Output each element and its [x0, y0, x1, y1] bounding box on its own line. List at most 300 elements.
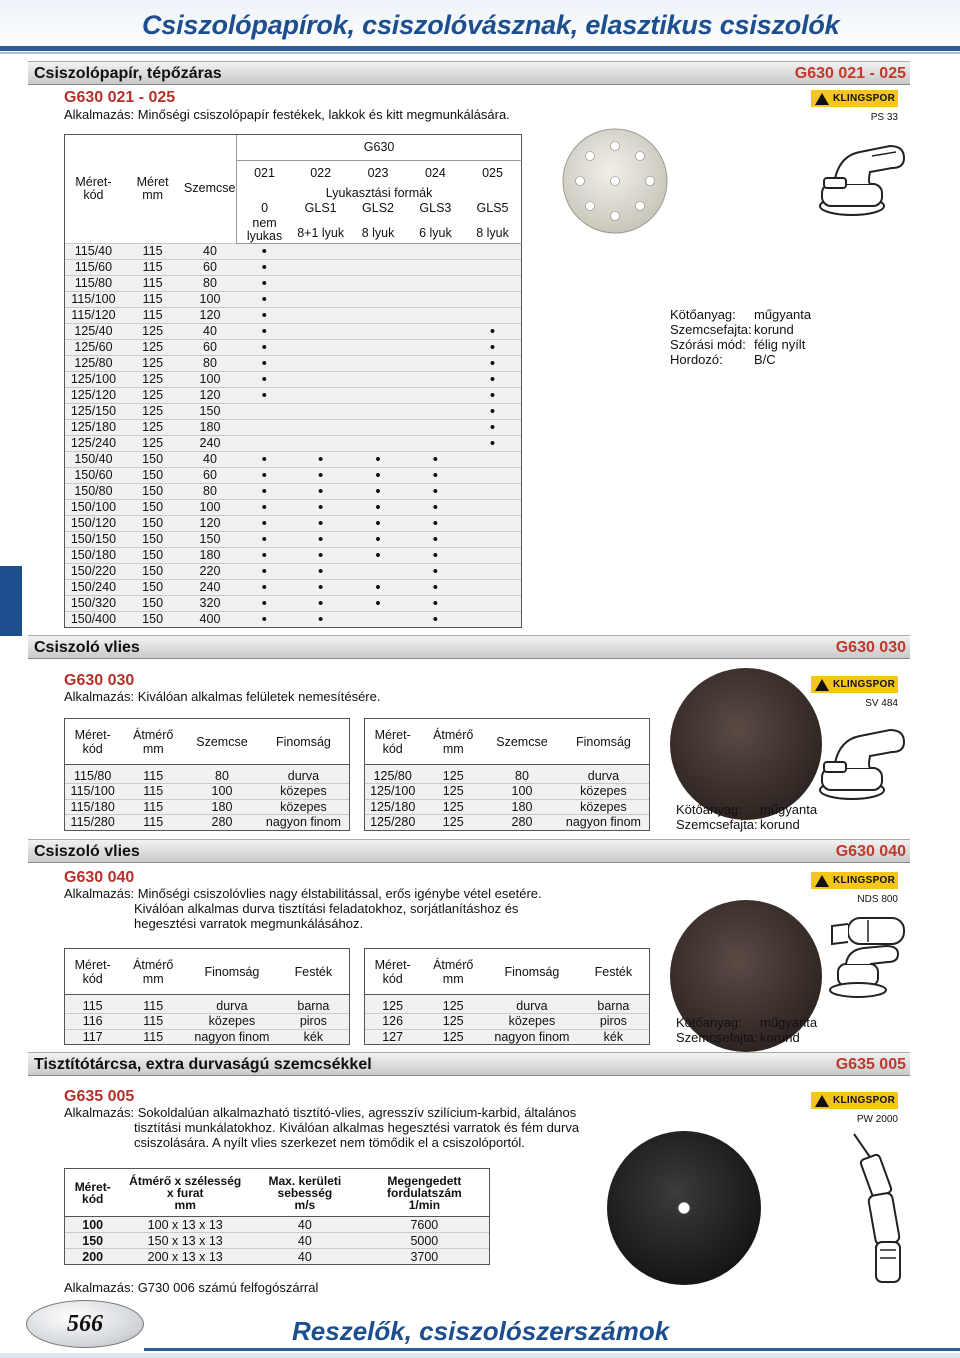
cell-k: 100: [65, 1217, 121, 1233]
table-row: [65, 547, 522, 563]
size-mm: 125: [122, 355, 183, 371]
property-row: [670, 352, 811, 367]
availability-dot: •: [237, 451, 292, 467]
grit: 60: [183, 467, 236, 483]
availability-empty: [237, 403, 292, 419]
header-speed: [250, 1169, 360, 1217]
header-col-3: Szemcse: [486, 719, 558, 765]
header-speed-line-1: Max. kerületi: [268, 1173, 342, 1188]
availability-empty: [237, 419, 292, 435]
header-dimensions-line-1: Átmérő x szélesség: [129, 1173, 242, 1188]
header-col-4: Festék: [578, 949, 650, 995]
product-table-g630-030-right: [364, 718, 650, 831]
size-code: 115/40: [65, 243, 122, 259]
table-row: [65, 371, 522, 387]
header-col-025: 025: [464, 161, 521, 187]
cell-f: nagyon finom: [258, 815, 350, 831]
availability-dot: •: [349, 531, 406, 547]
header-diameter: [120, 719, 186, 765]
availability-dot: •: [237, 387, 292, 403]
availability-empty: [464, 547, 521, 563]
property-value: korund: [754, 322, 794, 337]
header-speed-line-3: m/s: [294, 1197, 316, 1212]
footer-rule: [144, 1348, 960, 1351]
table-row: [65, 995, 350, 1014]
size-mm: 150: [122, 595, 183, 611]
availability-dot: •: [407, 515, 464, 531]
properties-list: [676, 1015, 817, 1045]
grit: 100: [183, 499, 236, 515]
section-code: G630 030: [835, 639, 906, 656]
availability-dot: •: [237, 515, 292, 531]
availability-dot: •: [237, 275, 292, 291]
cell-f: durva: [258, 765, 350, 784]
cell-m: 115: [120, 765, 186, 784]
cell-m: 125: [420, 1029, 486, 1045]
section-bar-4: [28, 1052, 910, 1076]
property-row: [670, 337, 811, 352]
cell-n: 5000: [360, 1233, 490, 1249]
table-row: [65, 1233, 490, 1249]
header-code: [365, 949, 421, 995]
availability-empty: [407, 307, 464, 323]
cell-f: nagyon finom: [558, 815, 650, 831]
header-code: [65, 719, 121, 765]
table-header-row: [365, 949, 650, 995]
header-col-4: Finomság: [258, 719, 350, 765]
header-diameter-line-2: mm: [142, 741, 164, 756]
grit: 60: [183, 339, 236, 355]
header-code-line-2: kód: [82, 971, 103, 986]
availability-dot: •: [292, 467, 349, 483]
header-no-hole: [237, 217, 292, 244]
header-code-line-1: Méret-: [374, 957, 411, 972]
table-row: [65, 515, 522, 531]
header-no-hole-line-2: lyukas: [246, 228, 283, 243]
cell-n: 7600: [360, 1217, 490, 1233]
table-row: [365, 815, 650, 831]
size-mm: 150: [122, 451, 183, 467]
application-line-2: tisztítási munkálatokhoz. Kiválóan alkalmas hegesztési varratok és fém durva: [134, 1120, 580, 1135]
cell-k: 115/180: [65, 799, 121, 815]
header-diameter-line-1: Átmérő: [433, 957, 474, 972]
footer-band: [0, 1353, 960, 1358]
header-code-line-2: kód: [82, 1191, 104, 1206]
availability-empty: [464, 531, 521, 547]
availability-dot: •: [407, 483, 464, 499]
grit: 100: [183, 371, 236, 387]
table-row: [65, 579, 522, 595]
property-label: Szemcsefajta:: [670, 322, 752, 337]
section-code: G630 021 - 025: [794, 65, 906, 82]
product-table-g630-021: [64, 134, 522, 628]
availability-empty: [464, 563, 521, 579]
header-code-line-1: Méret-: [74, 727, 111, 742]
application-line-1: Alkalmazás: Sokoldalúan alkalmazható tisztító-vlies, agresszív szilícium-karbid, általános: [64, 1105, 577, 1120]
cell-v: 40: [250, 1249, 360, 1265]
table-row: [65, 387, 522, 403]
grit: 150: [183, 403, 236, 419]
cell-m: 125: [420, 765, 486, 784]
header-col-024: 024: [424, 166, 446, 181]
availability-dot: •: [464, 435, 521, 451]
header-diameter-line-1: Átmérő: [133, 957, 174, 972]
table-row: [365, 765, 650, 784]
section-title: Tisztítótárcsa, extra durvaságú szemcsékkel: [34, 1056, 372, 1073]
section-bar-2: [28, 635, 910, 659]
header-rpm: [360, 1169, 490, 1217]
cell-k: 150: [65, 1233, 121, 1249]
cell-s: 180: [186, 799, 258, 815]
table-row: [365, 799, 650, 815]
availability-dot: •: [464, 419, 521, 435]
availability-empty: [349, 403, 406, 419]
cell-m: 115: [120, 995, 186, 1014]
availability-empty: [349, 323, 406, 339]
section-title: Csiszoló vlies: [34, 639, 140, 656]
page-number-badge: [26, 1300, 144, 1348]
availability-empty: [292, 291, 349, 307]
availability-empty: [292, 435, 349, 451]
availability-empty: [407, 243, 464, 259]
grit: 150: [183, 531, 236, 547]
cell-m: 115: [120, 799, 186, 815]
header-code-line-1: Méret-: [74, 1179, 111, 1194]
size-mm: 150: [122, 499, 183, 515]
header-dimensions-line-2: x furat: [166, 1185, 204, 1200]
availability-empty: [349, 611, 406, 627]
product-table-g630-040-left: [64, 948, 350, 1045]
property-label: Szórási mód:: [670, 337, 746, 352]
properties-list: [676, 802, 817, 832]
properties-list: [670, 307, 811, 367]
size-code: 150/220: [65, 563, 122, 579]
cell-m: 125: [420, 784, 486, 800]
product-code: G635 005: [64, 1088, 135, 1105]
availability-empty: [407, 275, 464, 291]
availability-empty: [349, 243, 406, 259]
header-holes-h3: 6 lyuk: [407, 217, 464, 244]
grit: 40: [183, 323, 236, 339]
property-row: [670, 322, 811, 337]
cell-k: 126: [365, 1014, 421, 1030]
application-line-3: hegesztési varratok megmunkálásához.: [134, 916, 364, 931]
table-row: [65, 815, 350, 831]
availability-dot: •: [237, 259, 292, 275]
size-code: 125/240: [65, 435, 122, 451]
size-mm: 125: [122, 435, 183, 451]
availability-dot: •: [292, 611, 349, 627]
size-code: 115/120: [65, 307, 122, 323]
availability-empty: [349, 291, 406, 307]
header-code: [365, 719, 421, 765]
header-size-line-1: Méret: [136, 174, 169, 189]
availability-empty: [464, 483, 521, 499]
availability-dot: •: [464, 371, 521, 387]
size-mm: 125: [122, 419, 183, 435]
cell-k: 125/80: [365, 765, 421, 784]
cell-f: közepes: [258, 799, 350, 815]
brand-name: KLINGSPOR: [833, 679, 896, 690]
availability-empty: [349, 419, 406, 435]
grit: 240: [183, 435, 236, 451]
size-mm: 150: [122, 515, 183, 531]
cell-m: 125: [420, 995, 486, 1014]
availability-dot: •: [237, 499, 292, 515]
table-row: [365, 1014, 650, 1030]
grit: 120: [183, 515, 236, 531]
property-value: műgyanta: [760, 802, 818, 817]
availability-empty: [464, 467, 521, 483]
cell-k: 116: [65, 1014, 121, 1030]
size-mm: 150: [122, 611, 183, 627]
tool-model: SV 484: [865, 698, 898, 709]
availability-dot: •: [349, 499, 406, 515]
grit: 60: [183, 259, 236, 275]
header-form-gls1: GLS1: [304, 201, 337, 215]
page-title: Csiszolópapírok, csiszolóvásznak, elasztikus csiszolók: [142, 10, 840, 40]
availability-empty: [407, 371, 464, 387]
availability-empty: [292, 419, 349, 435]
property-row: [676, 1015, 817, 1030]
cell-f: nagyon finom: [186, 1029, 278, 1045]
cell-s: 180: [486, 799, 558, 815]
size-code: 150/40: [65, 451, 122, 467]
table-row: [65, 765, 350, 784]
availability-dot: •: [292, 499, 349, 515]
availability-empty: [407, 291, 464, 307]
property-label: Kötőanyag:: [670, 307, 736, 322]
availability-dot: •: [349, 483, 406, 499]
size-mm: 150: [122, 579, 183, 595]
grit: 100: [183, 291, 236, 307]
availability-empty: [349, 307, 406, 323]
availability-dot: •: [292, 451, 349, 467]
cell-f: közepes: [558, 784, 650, 800]
cell-s: 80: [186, 765, 258, 784]
header-diameter-line-2: mm: [142, 971, 164, 986]
application-text: [64, 886, 542, 931]
table-row: [65, 451, 522, 467]
size-mm: 115: [122, 259, 183, 275]
header-dimensions-line-3: mm: [174, 1197, 196, 1212]
availability-dot: •: [292, 563, 349, 579]
size-code: 125/80: [65, 355, 122, 371]
table-row: [65, 799, 350, 815]
table-row: [65, 531, 522, 547]
availability-dot: •: [237, 339, 292, 355]
header-col-4: Festék: [278, 949, 350, 995]
cell-k: 125/100: [365, 784, 421, 800]
header-group: G630: [237, 135, 522, 161]
cell-m: 125: [420, 1014, 486, 1030]
size-code: 150/120: [65, 515, 122, 531]
header-diameter-line-1: Átmérő: [433, 727, 474, 742]
cell-m: 125: [420, 799, 486, 815]
table-row: [65, 403, 522, 419]
availability-empty: [292, 275, 349, 291]
table-row: [65, 435, 522, 451]
header-dimensions: [120, 1169, 250, 1217]
cell-s: 280: [186, 815, 258, 831]
availability-dot: •: [292, 483, 349, 499]
availability-empty: [407, 355, 464, 371]
grit: 180: [183, 419, 236, 435]
cell-f: közepes: [558, 799, 650, 815]
header-form-0: 0: [237, 201, 292, 217]
availability-dot: •: [407, 499, 464, 515]
grit: 80: [183, 483, 236, 499]
table-header-row: [65, 135, 522, 161]
availability-empty: [349, 563, 406, 579]
availability-dot: •: [237, 355, 292, 371]
table-row: [65, 291, 522, 307]
cell-c: kék: [278, 1029, 350, 1045]
availability-empty: [292, 259, 349, 275]
header-diameter-line-2: mm: [442, 741, 464, 756]
table-row: [65, 1217, 490, 1233]
availability-dot: •: [349, 547, 406, 563]
table-row: [65, 419, 522, 435]
property-label: Kötőanyag:: [676, 1015, 742, 1030]
availability-empty: [292, 339, 349, 355]
cell-f: durva: [486, 995, 578, 1014]
application-text: Alkalmazás: Minőségi csiszolópapír festékek, lakkok és kitt megmunkálására.: [64, 107, 510, 122]
property-row: [676, 1030, 817, 1045]
availability-dot: •: [407, 611, 464, 627]
application-text: [64, 1105, 579, 1150]
header-code-line-2: kód: [382, 971, 403, 986]
header-rpm-line-2: fordulatszám: [387, 1185, 462, 1200]
availability-empty: [464, 515, 521, 531]
availability-dot: •: [237, 531, 292, 547]
application-text: Alkalmazás: Kiválóan alkalmas felületek nemesítésére.: [64, 689, 381, 704]
property-label: Kötőanyag:: [676, 802, 742, 817]
size-code: 125/180: [65, 419, 122, 435]
availability-dot: •: [407, 579, 464, 595]
cell-f: közepes: [186, 1014, 278, 1030]
header-holes-h5: 8 lyuk: [464, 217, 521, 244]
availability-empty: [464, 259, 521, 275]
grit: 80: [183, 355, 236, 371]
footer-title: Reszelők, csiszolószerszámok: [292, 1316, 670, 1346]
tool-model: NDS 800: [857, 894, 898, 905]
availability-dot: •: [349, 515, 406, 531]
property-value: korund: [760, 1030, 800, 1045]
brand-name: KLINGSPOR: [833, 875, 896, 886]
availability-empty: [407, 419, 464, 435]
size-code: 150/180: [65, 547, 122, 563]
grit: 40: [183, 243, 236, 259]
grit: 40: [183, 451, 236, 467]
size-code: 150/240: [65, 579, 122, 595]
availability-dot: •: [349, 451, 406, 467]
cell-m: 125: [420, 815, 486, 831]
property-row: [676, 817, 817, 832]
availability-empty: [292, 307, 349, 323]
grit: 180: [183, 547, 236, 563]
application-line-3: csiszolására. A nyílt vlies szerkezet nem tömődik el a csiszolóportól.: [134, 1135, 525, 1150]
cell-m: 115: [120, 784, 186, 800]
header-diameter-line-2: mm: [442, 971, 464, 986]
size-code: 115/80: [65, 275, 122, 291]
table-row: [365, 784, 650, 800]
availability-dot: •: [237, 323, 292, 339]
table-row: [65, 595, 522, 611]
header-rule-light: [0, 52, 960, 54]
header-holes-h2: 8 lyuk: [349, 217, 406, 244]
availability-dot: •: [407, 531, 464, 547]
header-no-hole-line-1: nem: [252, 215, 277, 230]
table-row: [65, 355, 522, 371]
availability-dot: •: [407, 451, 464, 467]
size-mm: 115: [122, 275, 183, 291]
cell-f: közepes: [258, 784, 350, 800]
availability-dot: •: [237, 611, 292, 627]
section-bar-1: [28, 61, 910, 85]
grit: 240: [183, 579, 236, 595]
availability-dot: •: [237, 371, 292, 387]
cell-c: kék: [578, 1029, 650, 1045]
header-col-3: Finomság: [186, 949, 278, 995]
table-row: [65, 259, 522, 275]
page-number: 566: [67, 1310, 103, 1337]
availability-empty: [464, 275, 521, 291]
size-code: 125/60: [65, 339, 122, 355]
availability-dot: •: [407, 595, 464, 611]
cell-s: 280: [486, 815, 558, 831]
availability-dot: •: [349, 579, 406, 595]
size-mm: 150: [122, 563, 183, 579]
availability-dot: •: [349, 467, 406, 483]
size-code: 150/320: [65, 595, 122, 611]
grit: 220: [183, 563, 236, 579]
availability-empty: [464, 611, 521, 627]
availability-empty: [407, 323, 464, 339]
table-header-row: [65, 1169, 490, 1217]
property-value: korund: [760, 817, 800, 832]
size-code: 150/60: [65, 467, 122, 483]
header-code-line-2: kód: [82, 741, 103, 756]
availability-dot: •: [237, 307, 292, 323]
availability-dot: •: [237, 291, 292, 307]
header-code-line-1: Méret-: [75, 174, 112, 189]
cell-d: 100 x 13 x 13: [120, 1217, 250, 1233]
header-diameter: [420, 719, 486, 765]
availability-dot: •: [464, 387, 521, 403]
availability-dot: •: [407, 563, 464, 579]
section-code: G635 005: [835, 1056, 906, 1073]
warning-triangle-icon: [815, 875, 829, 887]
table-row: [65, 467, 522, 483]
table-row: [65, 611, 522, 627]
availability-dot: •: [292, 515, 349, 531]
product-code: G630 030: [64, 672, 135, 689]
section-code: G630 040: [835, 843, 906, 860]
header-code: [65, 135, 122, 244]
availability-empty: [407, 435, 464, 451]
table-row: [65, 483, 522, 499]
product-table-g630-040-right: [364, 948, 650, 1045]
cell-k: 127: [365, 1029, 421, 1045]
header-grit: Szemcse: [183, 135, 236, 244]
property-label: Szemcsefajta:: [676, 817, 758, 832]
availability-empty: [349, 259, 406, 275]
sidebar-tab: [0, 566, 22, 636]
property-label: Szemcsefajta:: [676, 1030, 758, 1045]
size-code: 125/150: [65, 403, 122, 419]
size-code: 125/40: [65, 323, 122, 339]
